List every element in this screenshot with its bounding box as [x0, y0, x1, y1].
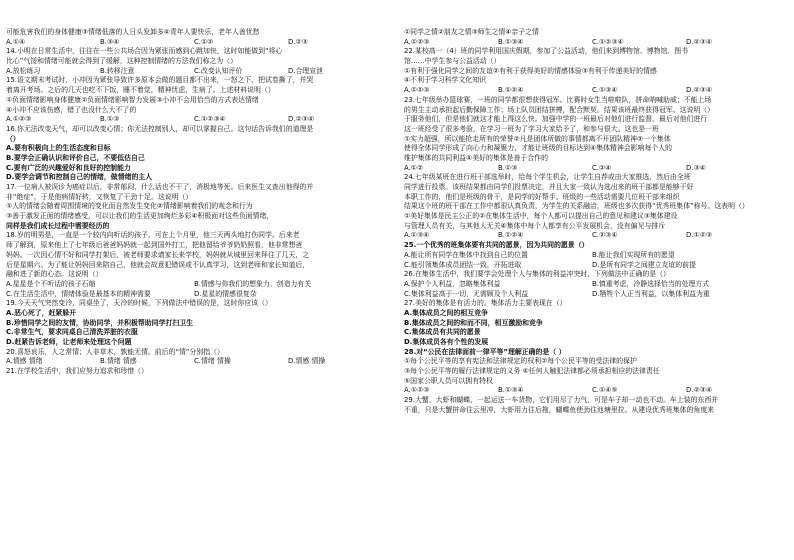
text-line: 20.喜怒哀乐，人之常情；人非草木，孰能无情。前后的“情”分别指（） — [6, 347, 224, 356]
text-line: ①同学之情②朋友之情③师生之情④亲子之情 — [404, 28, 539, 36]
option-text: B.①②④ — [498, 231, 524, 240]
text-line: 非“绝症”，于是他病情好转，又恢复了干劲十足。这说明（） — [6, 192, 193, 201]
text-line: 28.对“公民在法律面前一律平等”理解正确的是（ ） — [404, 347, 566, 356]
option-text: D.是所有同学之间建立友谊的前提 — [592, 260, 696, 269]
text-line: ①有利于强化同学之间的友谊②有利于获得美好的情感体验③有利于传递美好的情感 — [404, 66, 657, 75]
option-text: C.②④ — [592, 163, 612, 172]
option-text: B.能让我们实现所有的愿望 — [592, 250, 675, 259]
option-text: D.②③④ — [686, 37, 713, 46]
text-line: ④不利于学习科学文化知识 — [404, 76, 486, 85]
option-text: B.转移注意 — [100, 66, 135, 75]
right-column — [404, 28, 780, 416]
text-line: 与管理人员有关，与其他人无关④集体中每个人都享有公平发展机会，没有偏见与排斥 — [404, 221, 666, 230]
text-line: 融和进了新的心态。这说明（） — [6, 270, 103, 279]
option-row — [404, 231, 780, 241]
text-line: ③善于激发正面的情绪感受，可以让我们的生活更加绚烂多彩④积极面对这些负面情绪， — [6, 212, 274, 221]
option-row — [6, 67, 382, 77]
text-line: 26.在集体生活中，我们要学会处理个人与集体的利益冲突时，下列做法中正确的是（） — [404, 270, 670, 279]
text-line: C.非常生气，要求同桌自己清洗弄脏的衣服 — [6, 328, 138, 337]
option-text: D.情感 情操 — [288, 357, 326, 366]
option-row — [404, 164, 780, 174]
option-text: D.星星的情感很复杂 — [194, 289, 257, 298]
option-text: D.②③④ — [686, 386, 713, 395]
option-text: B.③④ — [100, 37, 120, 46]
option-text: D.合理宣泄 — [288, 66, 324, 75]
option-row — [404, 290, 780, 300]
option-text: B.①③ — [498, 163, 518, 172]
text-line: 这一班经受了很多考验，在学习一班为了学习大家给予了，和参与很大。这也是一班 — [404, 124, 659, 133]
option-text: C.情绪 情操 — [194, 357, 231, 366]
text-line: 24.七年级某班在进行班干部选举时，给每个学生机会，让学生自荐或由大家推选，然后由全班 — [404, 173, 691, 182]
text-line: 妈妈。一次因心情不好和同学打架后，被老师要求请家长来学校，妈妈就从城里回来拜往了几天，之 — [6, 250, 310, 259]
option-row — [404, 261, 780, 271]
option-row — [404, 86, 780, 96]
option-text: A.①④ — [6, 37, 26, 46]
option-text: B.①②④ — [498, 86, 524, 95]
option-text: C.改变认知评价 — [194, 66, 243, 75]
option-text: C.②③④ — [592, 231, 618, 240]
text-line: （） — [6, 134, 20, 143]
left-column — [6, 28, 382, 377]
option-text: B.①③④ — [498, 37, 524, 46]
text-line: 27.美好的集体是有活力的。集体活力主要表现在（） — [404, 299, 567, 308]
option-text: A.保护个人利益，忽略集体利益 — [404, 279, 501, 288]
text-line: B.珍惜同学之间的友情，协助同学，并积极帮助同学打扫卫生 — [6, 318, 194, 327]
option-text: D.①②③ — [686, 231, 713, 240]
option-row — [404, 280, 780, 290]
text-line: 维护集体的共同利益④美好的集体是善于合作的 — [404, 153, 548, 162]
option-text: D.②③ — [288, 37, 308, 46]
option-text: C.①④⑤ — [592, 386, 618, 395]
text-line: ①美好集体是民主公正的②在集体生活中，每个人都可以提出自己的意见和建议③集体建设 — [404, 212, 678, 221]
text-line: ⑤国家公职人员可以拥有特权 — [404, 376, 493, 385]
option-text: C.能引领集体成员团结一致，开拓进取 — [404, 260, 522, 269]
text-line: ①人的情绪会随着周围情境的变化而自然发生变化②情绪影响着我们的观念和行为 — [6, 202, 253, 211]
option-text: A.能让所有同学在集体中找到自己的位置 — [404, 250, 528, 259]
text-line: 14.小明在日常生活中，往往在一些公共场合因为紧张而感到心跳加快，这时如能做到“将心 — [6, 47, 283, 56]
text-line: 22.某校高一（4）班的同学利用国庆假期，参加了公益活动，他们来到博物馆、博物馆、图书 — [404, 47, 689, 56]
option-row — [6, 290, 382, 300]
option-row — [6, 115, 382, 125]
text-line: 29.大蟹、大虾和蝴蝶，一起运送一车货物，它们用尽了力气，可是车子却一动也不动。车上装的东西并 — [404, 396, 719, 405]
text-line: 使得全体同学形成了向心力和凝聚力，才能让班级的目标达到④集体精神会影响每个人的 — [404, 144, 673, 153]
text-line: 15.语文期末考试时，小冲因为紧张导致许多原本会做的题目都不出来，一怒之下，把试卷撕了，并哭 — [6, 76, 314, 85]
text-line: A.恶心死了，赶紧躲开 — [6, 308, 77, 317]
text-line: ①实力超强，所以能抢走所有的荣誉②凡是团体所做的事情都离不开团队精神③一个集体 — [404, 134, 671, 143]
option-text: A.①② — [404, 163, 424, 172]
text-line: B.要学会正确认识和评价自己，不要低估自己 — [6, 153, 145, 162]
option-text: B.①③④ — [498, 386, 524, 395]
option-text: B.情感与你我们的想象力、创造力有关 — [194, 279, 312, 288]
text-line: ④小冲不应该伤感，错了也没什么大不了的 — [6, 105, 137, 114]
option-text: A.①②③ — [404, 37, 430, 46]
option-text: C.①② — [194, 37, 214, 46]
text-line: 于服务他们，但是他们就这才能上得这么快。加强中学的一班最后对他们进行监督，最后对他们进行 — [404, 115, 708, 124]
option-text: A.①③④ — [404, 231, 430, 240]
text-line: 19.今天天气突然变冷，同桌坐了，天冷的时候，下列做法中错误的是，这时你应该（） — [6, 299, 272, 308]
text-line: 的男生主动承担起后勤保障工作；场上队员团结拼搏，配合默契。结果该班最终获得冠军。这说明（） — [404, 105, 715, 114]
option-text: A.星星是个不听话的孩子石缩 — [6, 279, 96, 288]
text-line: 16.你无法改变天气，却可以改变心情；你无法控制别人，却可以掌握自己。这句话告诉我们的道理是 — [6, 124, 314, 133]
text-line: 比心”气馁和情绪可能就会得到了缓解，这种控制情绪的方法我们称之为（） — [6, 57, 237, 66]
text-line: 馆……中学生参与公益活动（） — [404, 57, 501, 66]
option-text: A.放松练习 — [6, 66, 41, 75]
option-text: B.①③ — [100, 115, 120, 124]
text-line: D.集体成员各有个性的发展 — [404, 338, 489, 346]
text-line: C.要有广泛的兴趣爱好和良好的控制能力 — [6, 163, 131, 172]
text-line: A.集体成员之间的相互竞争 — [404, 308, 488, 317]
option-text: A.①②③ — [6, 115, 32, 124]
text-line: B.集体成员之间的和而不同，相互激励和竞争 — [404, 318, 543, 327]
text-line: 17.一位病人被误诊为癌症以后，非常郁闷，什么话也不干了，消极地等死。后来医生又查出他得的并 — [6, 183, 314, 191]
text-line: D.要学会调节和控制自己的情绪，做情绪的主人 — [6, 173, 153, 182]
option-row — [6, 357, 382, 367]
option-text: A.①②③ — [404, 386, 430, 395]
text-line: 本职工作的，他们是班级的骨干，是同学的好帮手。班级的一些活动需要几位班干部来组织 — [404, 192, 680, 201]
option-row — [6, 280, 382, 290]
text-line: 不重，只是大蟹拼命往云里冲，大虾用力往后拖，蝴蝶鱼使劲往池塘里拉。从建设优秀班集体的角度来 — [404, 405, 715, 414]
text-line: ①负面情绪影响身体健康②负面情绪影响智力发展③小冲不会用恰当的方式表达情绪 — [6, 95, 259, 104]
option-text: C.在生活生活中，情绪体验是最基本的精神需要 — [6, 289, 151, 298]
text-line: 同学进行投票。该班结果都由同学们投票决定，并且大家一致认为选出来的班干部都是能够干好 — [404, 183, 694, 191]
text-line: 25.一个优秀的班集体要有共同的愿景，因为共同的愿景（） — [404, 241, 589, 250]
option-row — [404, 386, 780, 396]
text-line: 后是星期六。为了能让妈妈回来陪自己，他就会故意犯错误或不认真学习，这到老师和家长知道后， — [6, 260, 310, 269]
text-line: 同样是我们成长过程中需要经历的 — [6, 221, 110, 230]
option-row — [404, 251, 780, 261]
text-line: 着离开考场。之后的几天也吃不下饭，睡不着觉，精神忧虑，生病了。上述材料说明（） — [6, 86, 275, 95]
option-text: D.②③④ — [288, 115, 315, 124]
text-line: 结果这个班的班干部在工作中都很认真负责，为学生的关系融洽，班级也多次获得“优秀班集体”称号。这表明（） — [404, 202, 749, 211]
option-text: C.集体利益高于一切，无需顾及个人利益 — [404, 289, 529, 298]
option-text: B.慎重考虑，冷静选择恰当的处理方式 — [592, 279, 710, 288]
option-row — [404, 38, 780, 48]
text-line: 师了解到，原来他上了七年级后爸爸妈妈就一起到国外打工，把他留给爷爷奶奶照看，他非常想爸 — [6, 241, 303, 250]
text-line: ③每个公民平等的履行法律规定的义务 ④任何人触犯法律都必须承担相应的法律责任 — [404, 367, 660, 376]
option-text: D.牺牲个人正当利益，以集体利益为重 — [592, 289, 710, 298]
option-text: D.②③④ — [686, 86, 713, 95]
text-line: 21.在学校生活中，我们应努力追求和珍惜（） — [6, 367, 148, 376]
option-text: C.①②③④ — [592, 37, 624, 46]
option-text: D.③④ — [686, 163, 706, 172]
option-text: C.①③④ — [592, 86, 618, 95]
option-text: B.情绪 情感 — [100, 357, 137, 366]
text-line: 18.岁的明男是，一直是一个较内向听话的孩子，可在上个月里，他三天两头地打伤同学。后来老 — [6, 231, 300, 240]
option-text: A.①②③ — [404, 86, 430, 95]
option-text: C.①②③④ — [194, 115, 226, 124]
option-row — [6, 38, 382, 48]
text-line: C.集体成员有共同的愿景 — [404, 328, 481, 337]
text-line: D.赶紧告诉老师，让老师来处理这个问题 — [6, 338, 132, 346]
text-line: 可能危害我们的身体健康③情绪低落的人日头发卸多④青年人要快乐，老年人善忧愁 — [6, 28, 260, 36]
text-line: A.要有积极向上的生活态度和目标 — [6, 144, 111, 153]
text-line: 23.七年级举办篮球赛，一班的同学都很想获得冠军。比赛时女生当啦啦队，拼命呐喊助威；不能上场 — [404, 95, 712, 104]
text-line: ①每个公民平等的享有宪法和法律规定的权利②每个公民平等的受法律的保护 — [404, 357, 637, 366]
option-text: A.情感 情绪 — [6, 357, 43, 366]
